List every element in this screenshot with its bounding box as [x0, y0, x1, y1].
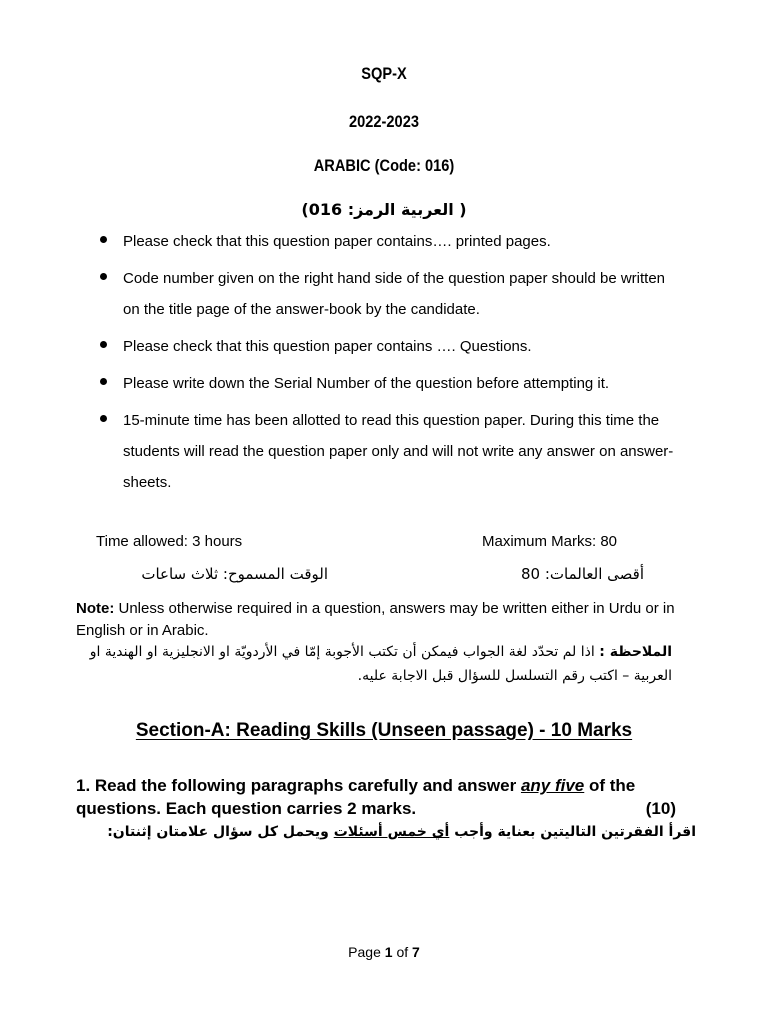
time-allowed: Time allowed: 3 hours — [96, 533, 243, 550]
note-label-arabic: الملاحظة : — [599, 644, 672, 660]
maximum-marks-arabic: أقصى العالمات: 80 — [520, 565, 644, 583]
question-1-arabic-part2: ويحمل كل سؤال علامتان إثنتان: — [107, 824, 334, 840]
note-label: Note: — [76, 600, 115, 617]
page-total: 7 — [412, 944, 420, 960]
paper-year: 2022-2023 — [349, 112, 419, 131]
maximum-marks: Maximum Marks: 80 — [482, 533, 618, 550]
note-english — [76, 598, 676, 642]
note-text-arabic: اذا لم تحدّد لغة الجواب فيمكن أن تكتب الأجوبة إمّا في الأردويّة او الانجليزية او الهندية او العربية – اكتب رقم التسلسل للسؤال قبل الاجابة عليه. — [89, 644, 672, 684]
page-number: 1 — [384, 944, 393, 960]
note-arabic — [76, 640, 672, 688]
question-1-arabic — [76, 820, 696, 844]
instruction-item: 15-minute time has been allotted to read this question paper. During this time the students will read the question paper only and will not write any answer on answer-sheets. — [100, 405, 680, 498]
instruction-item: Please check that this question paper contains …. Questions. — [100, 331, 680, 362]
question-1-arabic-emphasis: أي خمس أسئلات — [333, 824, 450, 840]
paper-subject-arabic: ( العربية الرمز: 016) — [301, 200, 467, 219]
page-label: Page — [348, 944, 385, 960]
note-text: Unless otherwise required in a question, answers may be written either in Urdu or in English or in Arabic. — [76, 600, 675, 639]
question-1-emphasis: any five — [520, 776, 585, 795]
question-1-prefix: 1. Read the following paragraphs carefully and answer — [76, 776, 521, 795]
instructions-list — [100, 226, 680, 504]
paper-subject: ARABIC (Code: 016) — [313, 156, 455, 175]
section-title: Section-A: Reading Skills (Unseen passage) - 10 Marks — [135, 720, 633, 741]
time-allowed-arabic: الوقت المسموح: ثلاث ساعات — [141, 565, 328, 583]
instruction-item: Please write down the Serial Number of the question before attempting it. — [100, 368, 680, 399]
page-footer — [0, 944, 768, 960]
question-1 — [76, 774, 676, 820]
page-of-label: of — [392, 944, 413, 960]
question-1-arabic-part1: اقرأ الفقرتين التاليتين بعناية وأجب — [449, 824, 696, 840]
instruction-item: Code number given on the right hand side of the question paper should be written on the title page of the answer-book by the candidate. — [100, 263, 680, 325]
question-1-marks: (10) — [645, 799, 676, 818]
question-1-suffix: of the questions. Each question carries 2 marks. — [76, 776, 636, 818]
instruction-item: Please check that this question paper contains…. printed pages. — [100, 226, 680, 257]
paper-title: SQP-X — [361, 64, 407, 83]
